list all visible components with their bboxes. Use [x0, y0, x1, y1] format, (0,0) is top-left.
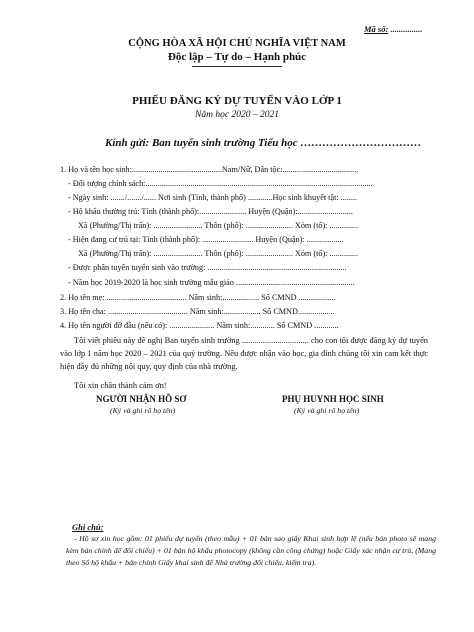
- addressee-line: Kính gửi: Ban tuyển sinh trường Tiểu học ……………………………: [105, 137, 422, 149]
- field-permanent-address: - Hộ khẩu thường trú: Tỉnh (thành phố):....................... Huyện (Quận):...........................: [68, 207, 353, 216]
- ma-so: [364, 24, 422, 34]
- request-paragraph: [60, 334, 428, 373]
- field-father: 3. Họ tên cha: ....................................... Năm sinh:.................. Số CMND..................: [60, 307, 335, 316]
- ma-so-blank: ...............: [388, 24, 423, 34]
- field-student-name: 1. Họ và tên học sinh:............................................Nam/Nữ, Dân tộc:.....................................: [60, 165, 359, 174]
- field-guardian: 4. Họ tên người đỡ đầu (nếu có): ...................... Năm sinh:............ Số CMND ............: [60, 321, 339, 330]
- notes-title: Ghi chú:: [72, 522, 104, 532]
- ma-so-label: Mã số:: [364, 24, 389, 34]
- field-policy: - Đối tượng chính sách:...............................................................................................................: [68, 179, 373, 188]
- national-title: CỘNG HÒA XÃ HỘI CHỦ NGHĨA VIỆT NAM: [128, 38, 346, 49]
- field-mother: 2. Họ tên mẹ: ....................................... Năm sinh:.................. Số CMND ..................: [60, 293, 336, 302]
- receiver-title: NGƯỜI NHẬN HỒ SƠ: [96, 394, 187, 404]
- notes-box: [66, 533, 436, 569]
- field-current-ward: Xã (Phường/Thị trấn): ........................ Thôn (phố): ....................... Xóm (tổ): ..............: [78, 249, 359, 258]
- receiver-note: (Ký và ghi rõ họ tên): [110, 406, 176, 415]
- field-permanent-ward: Xã (Phường/Thị trấn): ........................ Thôn (phố): ....................... Xóm (tổ): ..............: [78, 221, 359, 230]
- field-kindergarten: - Năm học 2019-2020 là học sinh trường mẫu giáo ..........................................................: [68, 278, 355, 287]
- motto-underline: [192, 66, 282, 67]
- national-motto: Độc lập – Tự do – Hạnh phúc: [167, 51, 307, 63]
- field-assigned-school: - Được phân tuyến tuyển sinh vào trường: ....................................................................: [68, 263, 347, 272]
- field-birth: - Ngày sinh: ......./......./...... Nơi sinh (Tỉnh, thành phố) ............Học sinh khuyết tật: ........: [68, 193, 358, 202]
- parent-title: PHỤ HUYNH HỌC SINH: [282, 394, 384, 404]
- field-current-address: - Hiện đang cư trú tại: Tỉnh (thành phố): ......................... Huyện (Quận): ..................: [68, 235, 344, 244]
- form-title: PHIẾU ĐĂNG KÝ DỰ TUYỂN VÀO LỚP 1: [132, 95, 342, 107]
- request-text: Tôi viết phiếu này đề nghị Ban tuyển sinh trường ................................ cho con tôi được đăng ký dự tuyển vào lớp 1 năm học 2020 – 2021 của quý trường. Nếu được nhận vào học, gia đình chúng tôi xin cam kết thực hiện đầy đủ những nội quy, quy định của nhà trường.: [60, 336, 428, 371]
- thanks-line: Tôi xin chân thành cảm ơn!: [74, 381, 167, 390]
- notes-text: - Hồ sơ xin học gồm: 01 phiếu dự tuyển (theo mẫu) + 01 bản sao giấy Khai sinh hợp lệ (nếu bản photo sẽ mang kèm bản chính để đối chiếu) + 01 bản hộ khẩu photocopy (không cần công chứng) hoặc Giấy xác nhận cư trú, (Mang theo Sổ hộ khẩu + bản chính Giấy khai sinh để Nhà trường đối chiếu, kiểm tra).: [66, 534, 436, 567]
- school-year: Năm học 2020 – 2021: [195, 110, 279, 120]
- parent-note: (Ký và ghi rõ họ tên): [294, 406, 360, 415]
